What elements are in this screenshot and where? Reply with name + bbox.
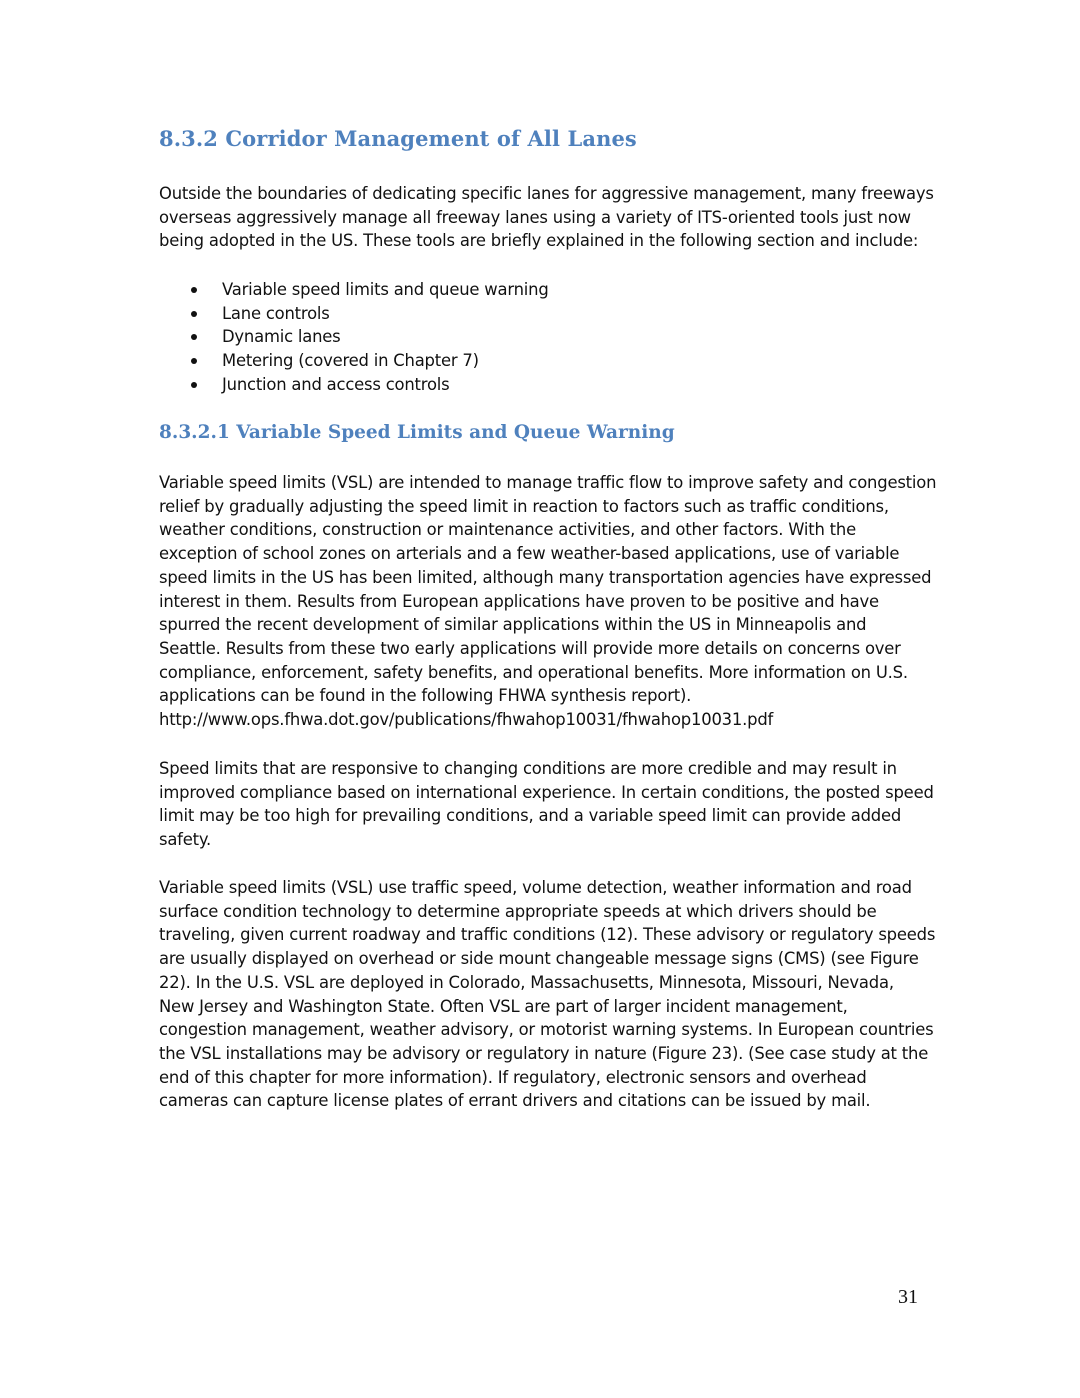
bullet-icon [191, 311, 197, 317]
section-heading: 8.3.2 Corridor Management of All Lanes [159, 126, 637, 151]
text-line: safety. [159, 830, 212, 850]
text-line: 22). In the U.S. VSL are deployed in Colorado, Massachusetts, Minnesota, Missouri, Nevada, [159, 972, 894, 992]
vsl-paragraph-3 [159, 876, 939, 1113]
page-number: 31 [898, 1286, 918, 1308]
list-item-text: Junction and access controls [222, 374, 450, 394]
fhwa-report-url: http://www.ops.fhwa.dot.gov/publications/fhwahop10031/fhwahop10031.pdf [159, 710, 774, 730]
text-line: the VSL installations may be advisory or regulatory in nature (Figure 23). (See case study at the [159, 1043, 929, 1063]
text-line: overseas aggressively manage all freeway lanes using a variety of ITS-oriented tools just now [159, 207, 911, 227]
bullet-icon [191, 287, 197, 293]
text-line: weather conditions, construction or maintenance activities, and other factors. With the [159, 520, 856, 540]
text-line: Speed limits that are responsive to changing conditions are more credible and may result in [159, 759, 897, 778]
list-item [159, 278, 549, 302]
text-line: limit may be too high for prevailing conditions, and a variable speed limit can provide added [159, 806, 902, 826]
list-item-text: Dynamic lanes [222, 327, 341, 347]
list-item [159, 325, 549, 349]
bullet-icon [191, 334, 197, 340]
text-line: end of this chapter for more information). If regulatory, electronic sensors and overhead [159, 1067, 867, 1087]
text-line: New Jersey and Washington State. Often VSL are part of larger incident management, [159, 996, 848, 1016]
text-line: spurred the recent development of similar applications within the US in Minneapolis and [159, 615, 867, 635]
text-line: traveling, given current roadway and traffic conditions (12). These advisory or regulatory speeds [159, 925, 936, 945]
text-line: relief by gradually adjusting the speed limit in reaction to factors such as traffic conditions, [159, 496, 889, 516]
text-line: speed limits in the US has been limited, although many transportation agencies have expressed [159, 567, 932, 587]
list-item-text: Variable speed limits and queue warning [222, 280, 549, 299]
bullet-icon [191, 382, 197, 388]
vsl-paragraph-2 [159, 757, 939, 852]
vsl-paragraph-1 [159, 471, 939, 732]
intro-paragraph [159, 182, 939, 253]
text-line: applications can be found in the following FHWA synthesis report). [159, 686, 692, 706]
text-line: compliance, enforcement, safety benefits, and operational benefits. More information on U.S. [159, 662, 908, 682]
text-line: Variable speed limits (VSL) are intended to manage traffic flow to improve safety and congestion [159, 473, 937, 492]
list-item [159, 302, 549, 326]
list-item [159, 349, 549, 373]
text-line: cameras can capture license plates of errant drivers and citations can be issued by mail. [159, 1091, 871, 1111]
text-line: Seattle. Results from these two early applications will provide more details on concerns over [159, 638, 901, 658]
bullet-icon [191, 358, 197, 364]
list-item-text: Metering (covered in Chapter 7) [222, 351, 479, 371]
list-item [159, 373, 549, 397]
text-line: interest in them. Results from European applications have proven to be positive and have [159, 591, 879, 611]
text-line: congestion management, weather advisory, or motorist warning systems. In European countries [159, 1020, 934, 1040]
list-item-text: Lane controls [222, 303, 330, 323]
text-line: surface condition technology to determine appropriate speeds at which drivers should be [159, 901, 877, 921]
text-line: improved compliance based on international experience. In certain conditions, the posted speed [159, 782, 934, 802]
text-line: are usually displayed on overhead or side mount changeable message signs (CMS) (see Figure [159, 949, 919, 969]
tools-bullet-list [159, 278, 549, 397]
text-line: Variable speed limits (VSL) use traffic speed, volume detection, weather information and road [159, 878, 912, 897]
subsection-heading: 8.3.2.1 Variable Speed Limits and Queue Warning [159, 422, 675, 443]
text-line: being adopted in the US. These tools are briefly explained in the following section and include: [159, 231, 919, 251]
text-line: Outside the boundaries of dedicating specific lanes for aggressive management, many freeways [159, 184, 934, 203]
text-line: exception of school zones on arterials and a few weather-based applications, use of variable [159, 544, 900, 564]
